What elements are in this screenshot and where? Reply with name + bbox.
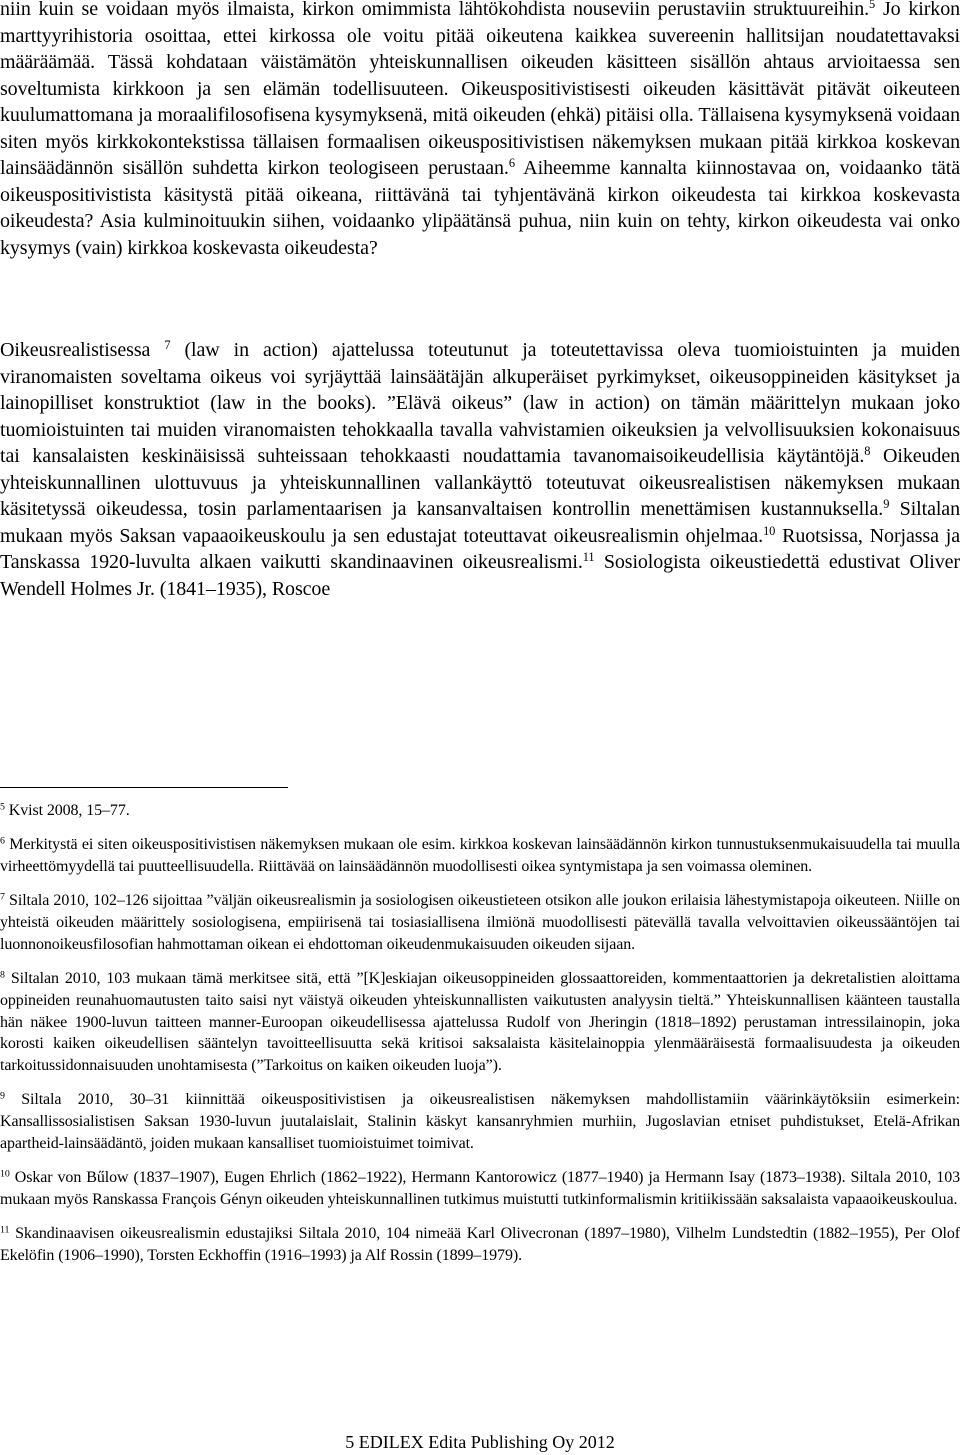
footnote-5: [0, 800, 960, 822]
footnote-text: Oskar von Bűlow (1837–1907), Eugen Ehrlich (1862–1922), Hermann Kantorowicz (1877–1940) ja Hermann Isay (1873–1938). Siltala 2010, 103 mukaan myös Ranskassa François Gényn oikeuden yhteiskunnallinen tutkimus muistutti tutkinformalismin kritiikissään saksalaista vapaaoikeuskoulua.: [0, 1169, 960, 1208]
footnote-number: 7: [0, 891, 5, 903]
paragraph-text: Sosiologista oikeustiedettä edustivat Oliver Wendell Holmes Jr. (1841–1935), Roscoe: [0, 551, 960, 600]
footnote-number: 11: [0, 1224, 10, 1236]
footnote-9: [0, 1089, 960, 1154]
footnote-text: Skandinaavisen oikeusrealismin edustajiksi Siltala 2010, 104 nimeää Karl Olivecronan (1897–1980), Vilhelm Lundstedtin (1882–1955), Per Olof Ekelöfin (1906–1990), Torsten Eckhoffin (1916–1993) ja Alf Rossin (1899–1979).: [0, 1225, 960, 1264]
paragraph-text: Jo kirkon marttyyrihistoria osoittaa, ettei kirkossa ole voitu pitää oikeutena kaikkea suvereenin hallitsijan noudatettavaksi määräämää. Tässä kohdataan väistämätön yhteiskunnallisen oikeuden käsitteen sisällön ahtaus arvioitaessa sen soveltumista kirkkoon ja sen elämän todellisuuteen. Oikeuspositivistisesti oikeuden käsittävät pitävät oikeuteen kuulumattomana ja moraalifilosofisena kysymyksenä, mitä oikeuden (ehkä) pitäisi olla. Tällaisena kysymyksenä voidaan siten myös kirkkokontekstissa tällaisen formaalisen oikeuspositivistisen näkemyksen mukaan pitää kirkkoa koskevan lainsäädännön sisällön suhdetta kirkon teologiseen perustaan.: [0, 0, 960, 179]
paragraph-text: Oikeuden yhteiskunnallinen ulottuvuus ja yhteiskunnallinen vallankäyttö toteutuvat oikeusrealistisen näkemyksen mukaan käsitetyssä oikeudessa, tosin parlamentaarisen ja kansanvaltaisen kontrollin menettämisen kustannuksella.: [0, 445, 960, 520]
paragraph-text: Aiheemme kannalta kiinnostavaa on, voidaanko tätä oikeuspositivistista käsitystä pitää oikeana, riittävänä tai tyhjentävänä kirkon oikeudesta tai kirkkoa koskevasta oikeudesta? Asia kulminoituukin siihen, voidaanko ylipäätänsä puhua, niin kuin on tehty, kirkon oikeudesta vai onko kysymys (vain) kirkkoa koskevasta oikeudesta?: [0, 157, 960, 259]
footnote-ref-8[interactable]: 8: [864, 444, 871, 459]
footnote-ref-5[interactable]: 5: [869, 0, 876, 12]
footnote-10: [0, 1167, 960, 1211]
footnote-ref-11[interactable]: 11: [582, 550, 595, 565]
footnote-text: Kvist 2008, 15–77.: [4, 802, 130, 819]
footnote-6: [0, 834, 960, 878]
paragraph-text: (law in action) ajattelussa toteutunut ja toteutettavissa oleva tuomioistuinten ja muiden viranomaisten soveltama oikeus voi syrjäyttää lainsäätäjän alkuperäiset pyrkimykset, oikeusoppineiden käsitykset ja lainopilliset konstruktiot (law in the books). ”Elävä oikeus” (law in action) on tämän määrittelyn mukaan joko tuomioistuinten tai muiden viranomaisten tehokkaalla tavalla vahvistamien oikeuksien ja velvollisuuksien kokonaisuus tai kansalaisten keskinäisissä suhteissaan tehokkaasti noudattamia tavanomaisoikeudellisia käytäntöjä.: [0, 339, 960, 467]
paragraph-text: Oikeusrealistisessa: [0, 339, 165, 361]
footnote-ref-10[interactable]: 10: [763, 523, 776, 538]
footnote-text: Merkitystä ei siten oikeuspositivistisen näkemyksen mukaan ole esim. kirkkoa koskevan lainsäädännön kirkon tunnustuksenmukaisuudella tai muulla virheettömyydellä tai puutteellisuudella. Riittävää on lainsäädännön muodollisesti oikea syntymistapa ja sen voimassa oleminen.: [0, 836, 960, 875]
footnote-7: [0, 890, 960, 955]
footnote-ref-6[interactable]: 6: [508, 156, 515, 171]
footnote-separator: [0, 787, 288, 788]
footnote-number: 5: [0, 801, 5, 813]
footnote-ref-9[interactable]: 9: [883, 497, 890, 512]
paragraph-text: Ruotsissa, Norjassa ja Tanskassa 1920-luvulta alkaen vaikutti skandinaavinen oikeusrealismi.: [0, 524, 960, 573]
body-paragraph-2: [0, 337, 960, 602]
footnote-ref-7[interactable]: 7: [164, 338, 171, 353]
paragraph-text: niin kuin se voidaan myös ilmaista, kirkon omimmista lähtökohdista nouseviin perustaviin struktuureihin.: [0, 0, 870, 20]
footnote-11: [0, 1223, 960, 1267]
footnote-text: Siltala 2010, 30–31 kiinnittää oikeuspositivistisen ja oikeusrealistisen näkemyksen mahdollistamiin väärinkäytöksiin esimerkein: Kansallissosialistisen Saksan 1930-luvun juutalaislait, Stalinin käskyt kansanryhmien murhiin, Jugoslavian etniset puhdistukset, Etelä-Afrikan apartheid-lainsäädäntö, joiden mukaan kansalliset tuomioistuimet toimivat.: [0, 1091, 960, 1152]
footnote-text: Siltalan 2010, 103 mukaan tämä merkitsee sitä, että ”[K]eskiajan oikeusoppineiden glossaattoreiden, kommentaattorien ja dekretalistien aloittama oppineiden reunahuomautusten taito saisi nyt väistyä oikeuden yhteiskunnallisten vaikutusten analyysin tieltä.” Yhteiskunnallisen käänteen taustalla hän näkee 1900-luvun taitteen manner-Euroopan oikeudellisessa ajattelussa Rudolf von Jheringin (1818–1892) perustaman intressilainopin, joka korosti kaiken oikeudellisen sääntelyn tavoitteellisuutta sekä kritisoi saksalaista käsitelainoppia ylenmääräisestä formaalisuudesta ja oikeuden tarkoitussidonnaisuuden unohtamisesta (”Tarkoitus on kaiken oikeuden luoja”).: [0, 969, 960, 1075]
footnote-8: [0, 968, 960, 1077]
footnote-number: 6: [0, 835, 5, 847]
footnote-text: Siltala 2010, 102–126 sijoittaa ”väljän oikeusrealismin ja sosiologisen oikeustieteen otsikon alle joukon erilaisia lähestymistapoja oikeuteen. Niille on yhteistä oikeuden määrittely sosiologisena, empiirisenä tai tosiasiallisena ilmiönä muodollisesti pätevällä tavalla velvoittavien oikeussääntöjen tai luonnonoikeusfilosofian hahmottaman oikean ei ehdottoman oikeudenmukaisuuden oikeuden sijaan.: [0, 892, 960, 953]
page-footer: 5 EDILEX Edita Publishing Oy 2012: [345, 1432, 615, 1452]
footnote-number: 10: [0, 1168, 10, 1180]
footnotes: [0, 800, 960, 1279]
footnote-number: 9: [0, 1090, 5, 1102]
body-paragraph-1: [0, 0, 960, 261]
footnote-number: 8: [0, 969, 5, 981]
paragraph-text: Siltalan mukaan myös Saksan vapaaoikeuskoulu ja sen edustajat toteuttavat oikeusrealismin ohjelmaa.: [0, 498, 960, 547]
